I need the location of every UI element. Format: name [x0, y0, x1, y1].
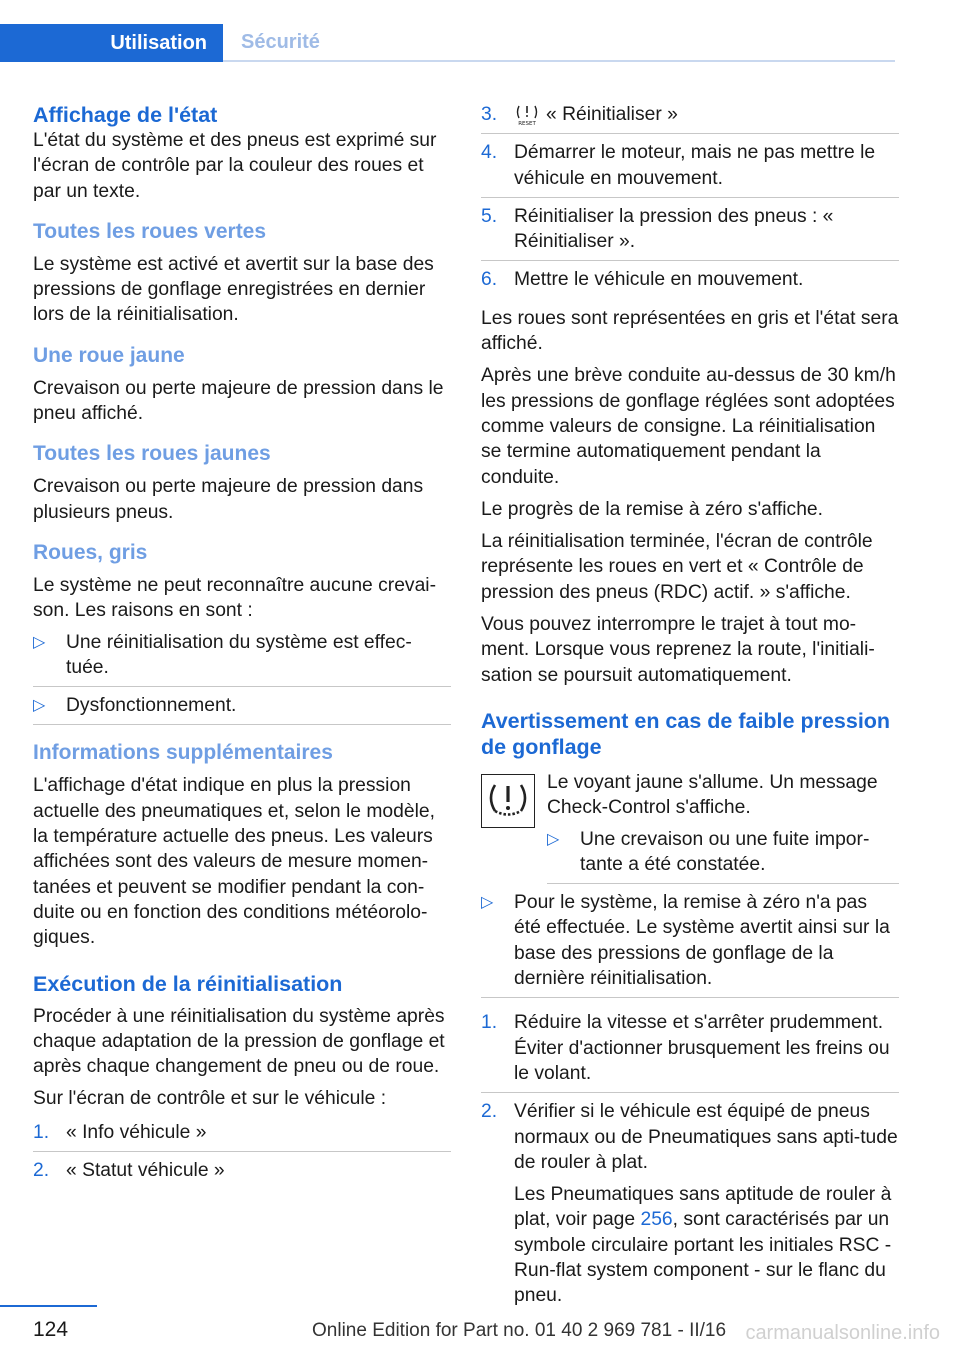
tab-underline	[223, 60, 895, 62]
list-item: 3. RESET « Réinitialiser »	[481, 102, 899, 134]
heading-execution-reinitialisation: Exécution de la réinitialisation	[33, 971, 343, 996]
page-number: 124	[33, 1318, 69, 1341]
list-item: 2. Vérifier si le véhicule est équipé de pneus normaux ou de Pneumatiques sans apti-tude de rouler à plat. Les Pneumatiques sans aptitude de rouler à plat, voir page 256, sont caractérisés par un symbole circulaire portant les initiales RSC - Run-flat system component - sur le flanc du pneu.	[481, 1099, 899, 1314]
list-item: 1. « Info véhicule »	[33, 1120, 451, 1152]
footer-rule	[0, 1305, 97, 1307]
heading-infos-supplementaires: Informations supplémentaires	[33, 741, 333, 765]
triangle-bullet-icon: ▷	[481, 894, 494, 912]
warning-box	[481, 770, 899, 884]
warning-text: Le voyant jaune s'allume. Un message Check-Control s'affiche.	[547, 771, 878, 819]
gris-reasons-list	[33, 630, 451, 726]
paragraph-rsc: Les Pneumatiques sans aptitude de rouler à plat, voir page 256, sont caractérisés par un symbole circulaire portant les initiales RSC - Run-flat system component - sur le flanc du pneu.	[514, 1184, 892, 1307]
watermark: carmanualsonline.info	[745, 1322, 940, 1344]
tire-pressure-warning-icon	[481, 774, 535, 828]
triangle-bullet-icon: ▷	[33, 633, 46, 651]
list-item: ▷ Dysfonctionnement.	[33, 693, 451, 725]
left-column	[33, 102, 451, 1195]
triangle-bullet-icon: ▷	[33, 697, 46, 715]
list-item: 4. Démarrer le moteur, mais ne pas mettre le véhicule en mouvement.	[481, 140, 899, 198]
paragraph-etat: L'état du système et des pneus est exprimé sur l'écran de contrôle par la couleur des roues et par un texte.	[33, 130, 437, 202]
tab-securite[interactable]: Sécurité	[241, 30, 320, 53]
warning-list	[547, 827, 899, 885]
reset-note-list	[481, 890, 899, 998]
tab-bar	[0, 24, 895, 62]
list-item: ▷ Pour le système, la remise à zéro n'a pas été effectuée. Le système avertit ainsi sur la base des pressions de gonflage de la dernière réinitialisation.	[481, 890, 899, 998]
paragraph-exec-1: Procéder à une réinitialisation du système après chaque adaptation de la pression de gonflage et après chaque changement de pneu ou de roue.	[33, 1005, 445, 1078]
steps-list-left	[33, 1120, 451, 1190]
right-column	[481, 102, 899, 1321]
tire-pressure-reset-icon	[514, 104, 540, 126]
paragraph-roue-jaune: Crevaison ou perte majeure de pression dans le pneu affiché.	[33, 377, 444, 425]
list-item: 5. Réinitialiser la pression des pneus : « Réinitialiser ».	[481, 204, 899, 262]
paragraph-roues-gris: Le système ne peut reconnaître aucune crevai-son. Les raisons en sont :	[33, 574, 436, 622]
heading-roues-vertes: Toutes les roues vertes	[33, 219, 267, 243]
triangle-bullet-icon: ▷	[547, 830, 560, 848]
heading-roues-gris: Roues, gris	[33, 540, 148, 564]
paragraph-right-5: Vous pouvez interrompre le trajet à tout mo-ment. Lorsque vous reprenez la route, l'initiali-sation se poursuit automatiquement.	[481, 614, 875, 686]
paragraph-infos: L'affichage d'état indique en plus la pression actuelle des pneumatiques et, selon le modèle, la température actuelle des pneus. Les valeurs affichées sont des valeurs de mesure momen-tanées et peuvent se modifier pendant la con-duite ou en fonction des conditions météorolo-giques.	[33, 775, 435, 949]
heading-roue-jaune: Une roue jaune	[33, 343, 185, 367]
paragraph-roues-jaunes: Crevaison ou perte majeure de pression dans plusieurs pneus.	[33, 476, 424, 523]
footer-edition: Online Edition for Part no. 01 40 2 969 781 - II/16	[312, 1320, 727, 1341]
paragraph-right-1: Les roues sont représentées en gris et l'état sera affiché.	[481, 307, 899, 355]
steps-list-warning	[481, 1010, 899, 1314]
heading-affichage-etat: Affichage de l'état	[33, 103, 218, 127]
steps-list-right	[481, 102, 899, 299]
paragraph-right-2: Après une brève conduite au-dessus de 30 km/h les pressions de gonflage réglées sont adoptées comme valeurs de consigne. La réinitialisation se termine automatiquement pendant la conduite.	[481, 365, 896, 488]
paragraph-roues-vertes: Le système est activé et avertit sur la base des pressions de gonflage enregistrées en dernier lors de la réinitialisation.	[33, 253, 434, 326]
paragraph-exec-2: Sur l'écran de contrôle et sur le véhicule :	[33, 1088, 387, 1110]
paragraph-right-3: Le progrès de la remise à zéro s'affiche.	[481, 498, 823, 520]
list-item: 6. Mettre le véhicule en mouvement.	[481, 269, 804, 291]
page-link-256[interactable]: 256	[640, 1209, 673, 1231]
list-item: ▷ Une crevaison ou une fuite impor-tante a été constatée.	[547, 827, 899, 885]
heading-roues-jaunes: Toutes les roues jaunes	[33, 442, 271, 466]
paragraph-right-4: La réinitialisation terminée, l'écran de contrôle représente les roues en vert et « Contrôle de pression des pneus (RDC) actif. » s'affiche.	[481, 531, 873, 603]
heading-avertissement: Avertissement en cas de faible pression de gonflage	[481, 708, 891, 759]
list-item: 1. Réduire la vitesse et s'arrêter prudemment. Éviter d'actionner brusquement les freins ou le volant.	[481, 1010, 899, 1093]
list-item: 2. « Statut véhicule »	[33, 1160, 225, 1182]
svg-text:RESET: RESET	[518, 120, 536, 126]
tab-utilisation[interactable]: Utilisation	[0, 24, 223, 62]
list-item: ▷ Une réinitialisation du système est effec-tuée.	[33, 630, 451, 688]
